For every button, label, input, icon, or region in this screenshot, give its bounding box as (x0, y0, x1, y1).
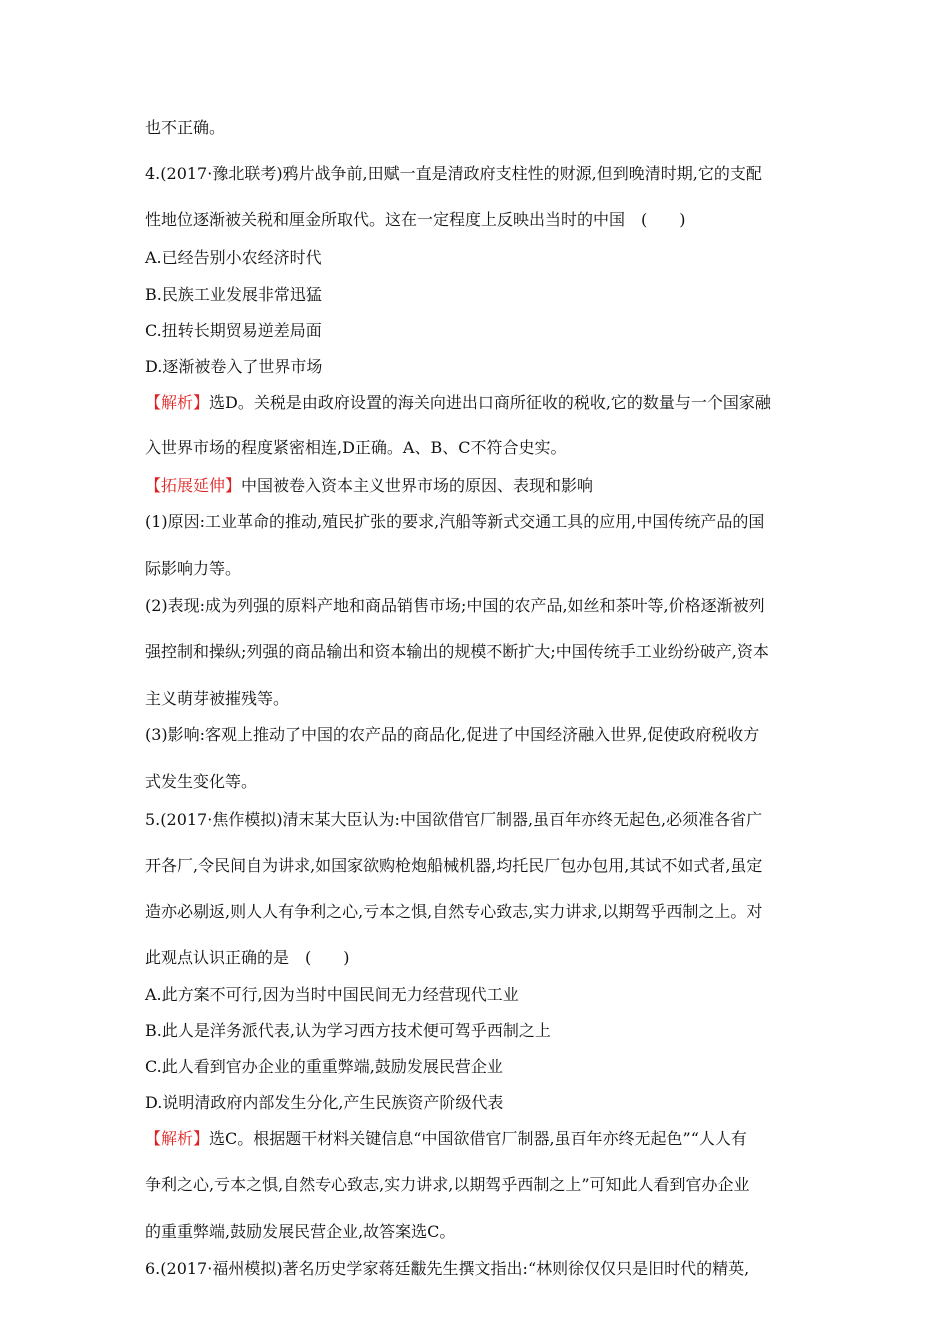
extension-manifest-1: (2)表现:成为列强的原料产地和商品销售市场;中国的农产品,如丝和茶叶等,价格逐渐被列 (145, 596, 765, 615)
question-5-line-2: 开各厂,令民间自为讲求,如国家欲购枪炮船械机器,均托民厂包办包用,其试不如式者,虽定 (145, 856, 763, 875)
question-5-line-4: 此观点认识正确的是 ( ) (145, 948, 350, 967)
extension-cause-1: (1)原因:工业革命的推动,殖民扩张的要求,汽船等新式交通工具的应用,中国传统产品的国 (145, 512, 765, 531)
extension-manifest-3: 主义萌芽被摧残等。 (145, 689, 290, 708)
option-c: C.此人看到官办企业的重重弊端,鼓励发展民营企业 (145, 1057, 503, 1076)
extension-impact-1: (3)影响:客观上推动了中国的农产品的商品化,促进了中国经济融入世界,促使政府税收方 (145, 725, 760, 744)
extension-manifest-2: 强控制和操纵;列强的商品输出和资本输出的规模不断扩大;中国传统手工业纷纷破产,资本 (145, 642, 769, 661)
extension-tag: 【拓展延伸】 (145, 476, 242, 495)
analysis-line-1: 【解析】选C。根据题干材料关键信息“中国欲借官厂制器,虽百年亦终无起色”“人人有 (145, 1129, 747, 1148)
question-4-line-1: 4.(2017·豫北联考)鸦片战争前,田赋一直是清政府支柱性的财源,但到晚清时期,它的支配 (145, 164, 762, 183)
question-6-line-1: 6.(2017·福州模拟)著名历史学家蒋廷黻先生撰文指出:“林则徐仅仅只是旧时代的精英, (145, 1259, 750, 1278)
option-a: A.已经告别小农经济时代 (145, 248, 322, 267)
text-line: 也不正确。 (145, 118, 226, 137)
question-4-line-2: 性地位逐渐被关税和厘金所取代。这在一定程度上反映出当时的中国 ( ) (145, 210, 686, 229)
extension-cause-2: 际影响力等。 (145, 559, 242, 578)
extension-title: 【拓展延伸】中国被卷入资本主义世界市场的原因、表现和影响 (145, 476, 594, 495)
option-b: B.此人是洋务派代表,认为学习西方技术便可驾乎西制之上 (145, 1021, 551, 1040)
option-d: D.说明清政府内部发生分化,产生民族资产阶级代表 (145, 1093, 504, 1112)
analysis-line-2: 争利之心,亏本之惧,自然专心致志,实力讲求,以期驾乎西制之上”可知此人看到官办企业 (145, 1175, 750, 1194)
option-d: D.逐渐被卷入了世界市场 (145, 357, 323, 376)
analysis-tag: 【解析】 (145, 393, 210, 412)
option-c: C.扭转长期贸易逆差局面 (145, 321, 322, 340)
analysis-line-1: 【解析】选D。关税是由政府设置的海关向进出口商所征收的税收,它的数量与一个国家融 (145, 393, 771, 412)
question-5-line-1: 5.(2017·焦作模拟)清末某大臣认为:中国欲借官厂制器,虽百年亦终无起色,必须准各省广 (145, 810, 763, 829)
analysis-line-3: 的重重弊端,鼓励发展民营企业,故答案选C。 (145, 1222, 456, 1241)
analysis-tag: 【解析】 (145, 1129, 210, 1148)
analysis-line-2: 入世界市场的程度紧密相连,D正确。A、B、C不符合史实。 (145, 438, 567, 457)
option-a: A.此方案不可行,因为当时中国民间无力经营现代工业 (145, 985, 519, 1004)
question-5-line-3: 造亦必剔返,则人人有争利之心,亏本之惧,自然专心致志,实力讲求,以期驾乎西制之上。对 (145, 902, 763, 921)
option-b: B.民族工业发展非常迅猛 (145, 285, 322, 304)
extension-impact-2: 式发生变化等。 (145, 772, 258, 791)
